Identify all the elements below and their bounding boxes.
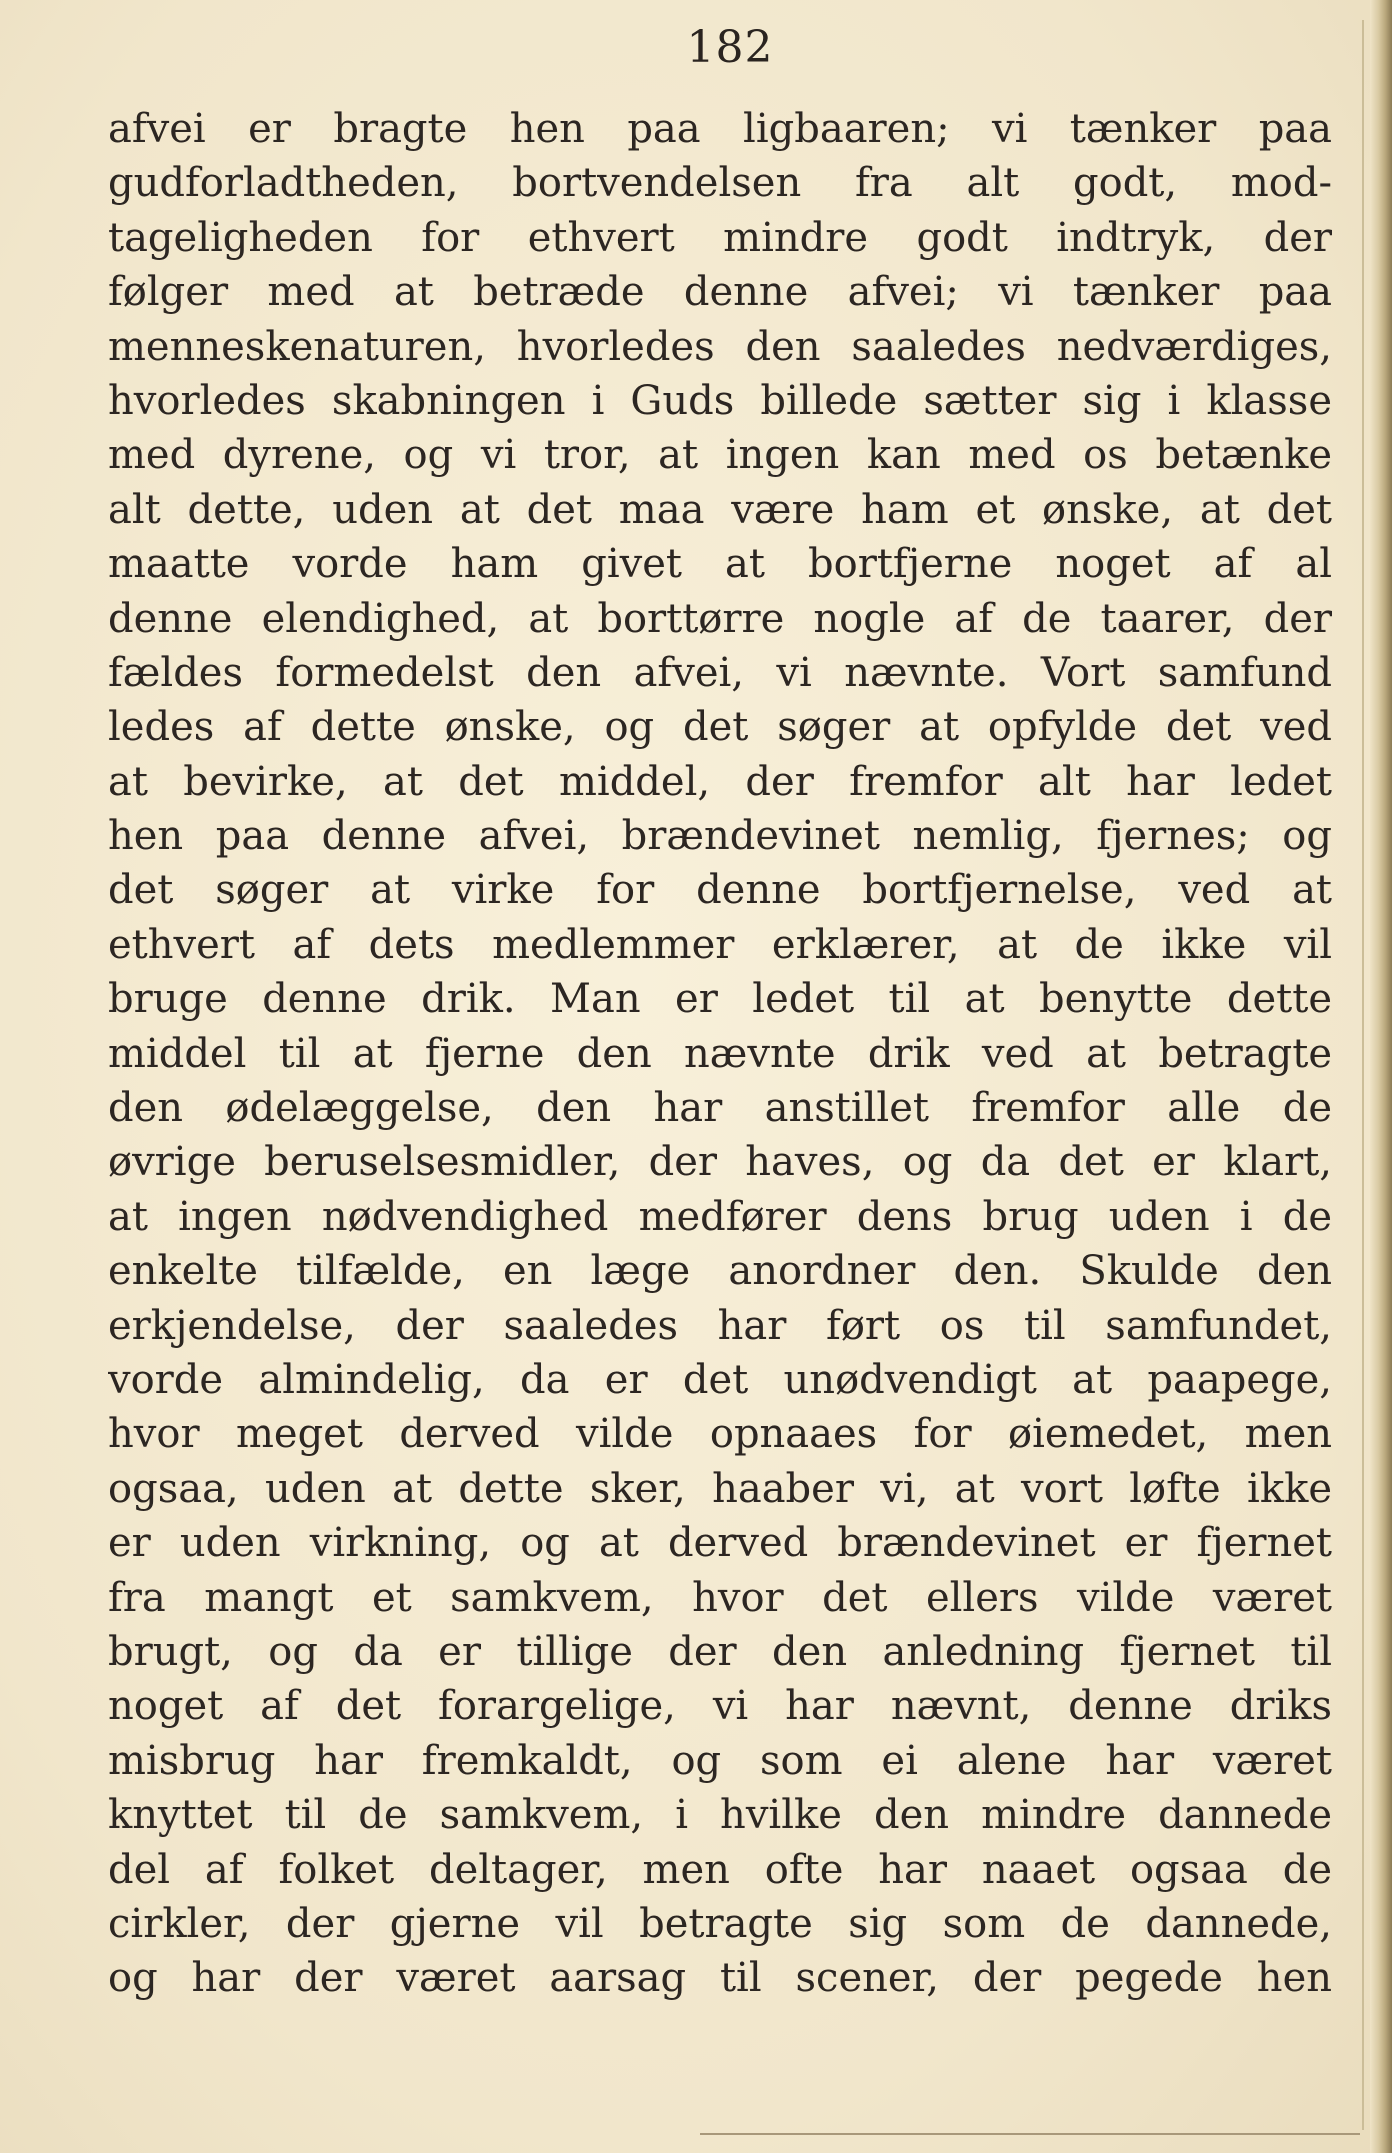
- text-line: bruge denne drik. Man er ledet til at benytte dette: [108, 976, 1332, 1023]
- text-line: del af folket deltager, men ofte har naaet ogsaa de: [108, 1846, 1332, 1893]
- text-line: enkelte tilfælde, en læge anordner den. Skulde den: [108, 1248, 1332, 1295]
- text-line: med dyrene, og vi tror, at ingen kan med os betænke: [108, 432, 1332, 479]
- text-line: øvrige beruselsesmidler, der haves, og da det er klart,: [108, 1139, 1332, 1186]
- text-line: og har der været aarsag til scener, der pegede hen: [108, 1955, 1332, 2002]
- text-line: det søger at virke for denne bortfjernelse, ved at: [108, 867, 1332, 914]
- text-line: fra mangt et samkvem, hvor det ellers vilde været: [108, 1574, 1332, 1621]
- text-line: misbrug har fremkaldt, og som ei alene har været: [108, 1737, 1332, 1784]
- text-line: at bevirke, at det middel, der fremfor alt har ledet: [108, 758, 1332, 805]
- text-line: er uden virkning, og at derved brændevinet er fjernet: [108, 1520, 1332, 1567]
- text-line: afvei er bragte hen paa ligbaaren; vi tænker paa: [108, 106, 1332, 152]
- text-line: ledes af dette ønske, og det søger at opfylde det ved: [108, 704, 1332, 751]
- text-line: knyttet til de samkvem, i hvilke den mindre dannede: [108, 1792, 1332, 1839]
- text-line: vorde almindelig, da er det unødvendigt at paapege,: [108, 1356, 1332, 1403]
- text-line: menneskenaturen, hvorledes den saaledes nedværdiges,: [108, 323, 1332, 370]
- text-line: tageligheden for ethvert mindre godt indtryk, der: [108, 214, 1332, 261]
- page-binding-edge: [1370, 0, 1392, 2153]
- text-line: den ødelæggelse, den har anstillet fremfor alle de: [108, 1085, 1332, 1132]
- text-line: hvorledes skabningen i Guds billede sætter sig i klasse: [108, 377, 1332, 424]
- text-line: følger med at betræde denne afvei; vi tænker paa: [108, 269, 1332, 316]
- body-text: [108, 102, 1332, 2006]
- page-number: 182: [686, 22, 774, 73]
- text-line: hvor meget derved vilde opnaaes for øiemedet, men: [108, 1411, 1332, 1458]
- text-line: cirkler, der gjerne vil betragte sig som de dannede,: [108, 1900, 1332, 1947]
- page-edge-line: [1362, 20, 1364, 2130]
- text-line: denne elendighed, at borttørre nogle af de taarer, der: [108, 595, 1332, 642]
- text-line: middel til at fjerne den nævnte drik ved at betragte: [108, 1030, 1332, 1077]
- text-line: ethvert af dets medlemmer erklærer, at de ikke vil: [108, 921, 1332, 968]
- text-line: hen paa denne afvei, brændevinet nemlig, fjernes; og: [108, 813, 1332, 860]
- text-line: noget af det forargelige, vi har nævnt, denne driks: [108, 1683, 1332, 1730]
- text-line: at ingen nødvendighed medfører dens brug uden i de: [108, 1193, 1332, 1240]
- bottom-rule: [700, 2133, 1360, 2135]
- text-line: alt dette, uden at det maa være ham et ønske, at det: [108, 486, 1332, 533]
- text-line: gudforladtheden, bortvendelsen fra alt godt, mod-: [108, 160, 1332, 207]
- text-line: erkjendelse, der saaledes har ført os til samfundet,: [108, 1302, 1332, 1349]
- text-line: fældes formedelst den afvei, vi nævnte. Vort samfund: [108, 649, 1332, 696]
- text-line: maatte vorde ham givet at bortfjerne noget af al: [108, 541, 1332, 588]
- text-line: brugt, og da er tillige der den anledning fjernet til: [108, 1628, 1332, 1675]
- text-line: ogsaa, uden at dette sker, haaber vi, at vort løfte ikke: [108, 1465, 1332, 1512]
